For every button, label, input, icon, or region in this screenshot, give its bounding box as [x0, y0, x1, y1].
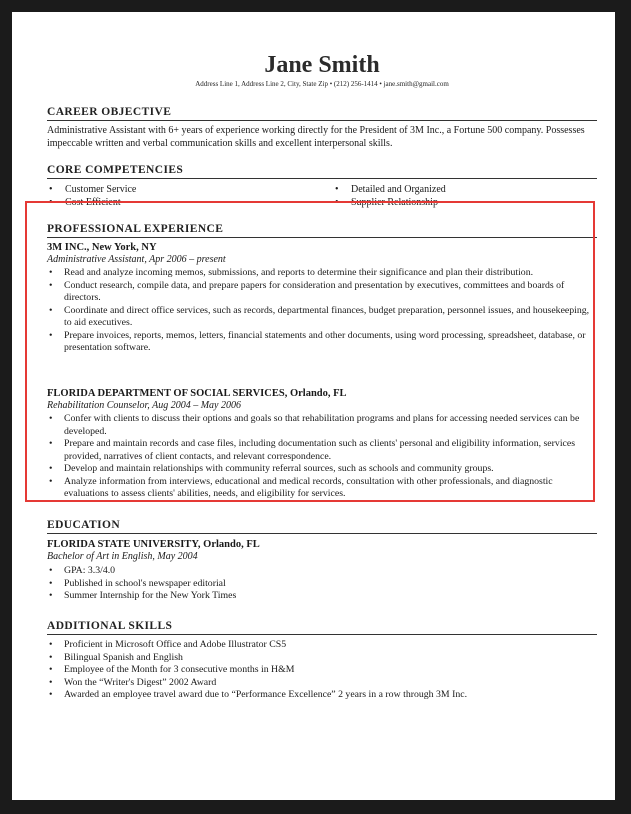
skill-bullet: • Awarded an employee travel award due to “Performance Excellence” 2 years in a row through 3M Inc.	[47, 689, 597, 702]
job-bullet: • Coordinate and direct office services, such as records, departmental finances, budget preparation, personnel issues, and housekeeping, to aid executives.	[47, 305, 597, 330]
section-core-competencies-title: CORE COMPETENCIES	[47, 163, 597, 179]
education-bullet: • GPA: 3.3/4.0	[47, 565, 597, 578]
skill-bullet: • Employee of the Month for 3 consecutive months in H&M	[47, 664, 597, 677]
job-bullet: • Develop and maintain relationships with community referral sources, such as schools and community groups.	[47, 463, 597, 476]
competency-item: • Detailed and Organized	[333, 183, 603, 196]
career-objective-text: Administrative Assistant with 6+ years of experience working directly for the President of 3M Inc., a Fortune 500 company. Possesses impeccable written and verbal communication skills and excellent interpersonal skills.	[47, 125, 585, 149]
job-bullet: • Conduct research, compile data, and prepare papers for consideration and presentation by executives, committees and boards of directors.	[47, 280, 597, 305]
job-org-florida-dss: FLORIDA DEPARTMENT OF SOCIAL SERVICES, Orlando, FL	[47, 388, 347, 399]
job-bullet: • Confer with clients to discuss their options and goals so that rehabilitation programs and plans for accessing needed services can be developed.	[47, 413, 597, 438]
competency-item: • Supplier Relationship	[333, 196, 603, 209]
skill-bullet: • Bilingual Spanish and English	[47, 652, 597, 665]
job-bullet: • Read and analyze incoming memos, submissions, and reports to determine their significance and plan their distribution.	[47, 267, 597, 280]
education-org: FLORIDA STATE UNIVERSITY, Orlando, FL	[47, 539, 260, 550]
education-bullet: • Published in school's newspaper editorial	[47, 578, 597, 591]
skill-bullet: • Won the “Writer's Digest” 2002 Award	[47, 677, 597, 690]
education-degree: Bachelor of Art in English, May 2004	[47, 551, 198, 562]
education-bullets	[47, 565, 597, 603]
job-role-3m: Administrative Assistant, Apr 2006 – present	[47, 254, 226, 265]
section-experience-title: PROFESSIONAL EXPERIENCE	[47, 222, 597, 238]
job-bullet: • Analyze information from interviews, educational and medical records, consultation with other professionals, and diagnostic evaluations to assess clients' abilities, needs, and eligibility for services.	[47, 476, 597, 501]
competency-item: • Customer Service	[47, 183, 317, 196]
resume-name: Jane Smith	[264, 52, 380, 78]
section-career-objective-title: CAREER OBJECTIVE	[47, 105, 597, 121]
skill-bullet: • Proficient in Microsoft Office and Adobe Illustrator CS5	[47, 639, 597, 652]
education-bullet: • Summer Internship for the New York Times	[47, 590, 597, 603]
section-additional-skills-title: ADDITIONAL SKILLS	[47, 619, 597, 635]
job-org-3m: 3M INC., New York, NY	[47, 242, 157, 253]
job-role-florida-dss: Rehabilitation Counselor, Aug 2004 – May 2006	[47, 400, 241, 411]
job-bullet: • Prepare invoices, reports, memos, letters, financial statements and other documents, using word processing, spreadsheet, database, or presentation software.	[47, 330, 597, 355]
contact-line: Address Line 1, Address Line 2, City, State Zip • (212) 256-1414 • jane.smith@gmail.com	[195, 80, 449, 88]
job-bullet: • Prepare and maintain records and case files, including documentation such as clients' personal and eligibility information, services provided, narratives of client contacts, and relevant correspondence.	[47, 438, 597, 463]
skills-bullets	[47, 639, 597, 702]
experience-highlight-box	[25, 201, 595, 502]
competency-item: • Cost Efficient	[47, 196, 317, 209]
section-education-title: EDUCATION	[47, 518, 597, 534]
